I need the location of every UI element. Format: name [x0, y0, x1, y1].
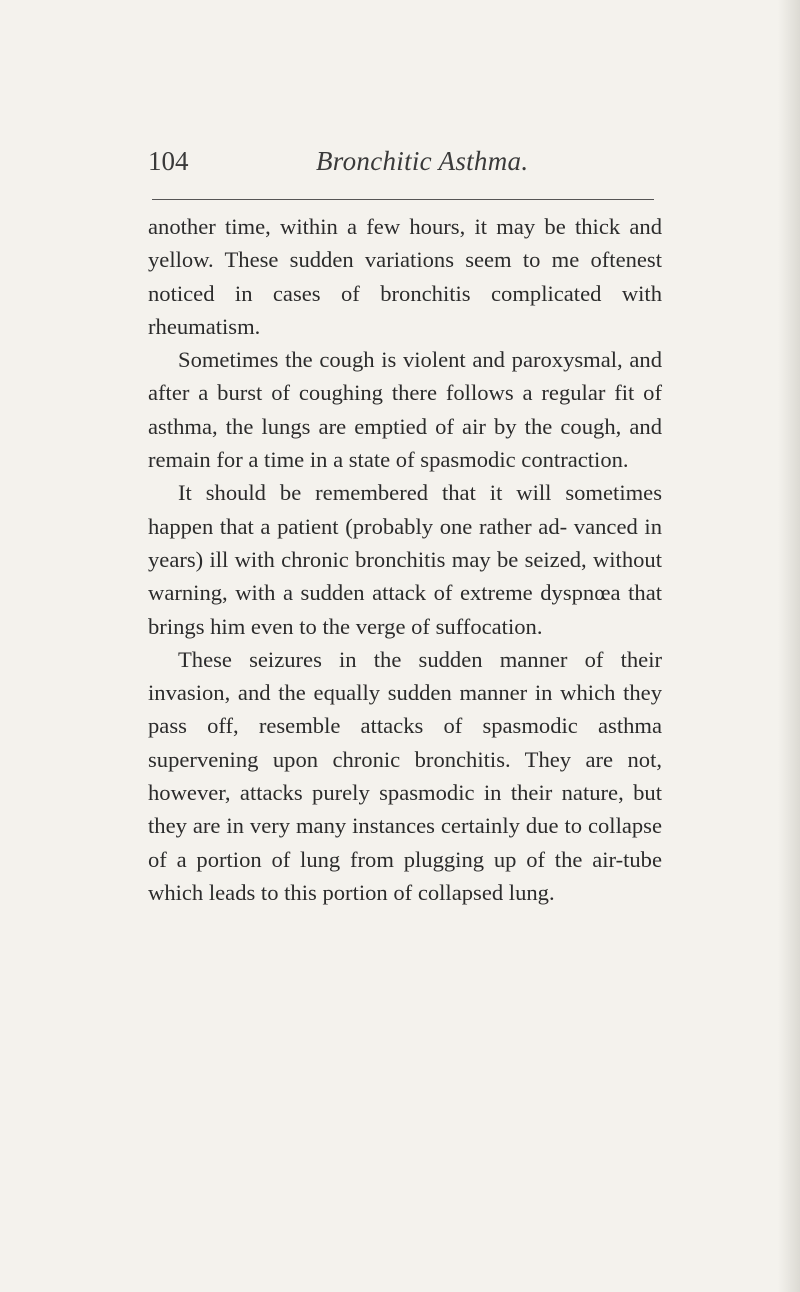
page-edge-shadow	[778, 0, 800, 1292]
paragraph-2: Sometimes the cough is violent and paroxysmal, and after a burst of coughing there follows a regular fit of asthma, the lungs are emptied of air by the cough, and remain for a time in a state of spasmodic contraction.	[148, 347, 662, 473]
header-rule	[152, 199, 654, 200]
page-number: 104	[148, 146, 189, 176]
running-title: Bronchitic Asthma.	[316, 146, 529, 176]
paragraph-3: It should be remembered that it will sometimes happen that a patient (probably one rather ad- vanced in years) ill with chronic bronchitis may be seized, without warning, with a sudden attack of extreme dyspnœa that brings him even to the verge of suffocation.	[148, 480, 662, 639]
page-header	[148, 146, 658, 186]
body-text	[148, 210, 662, 909]
paragraph-4: These seizures in the sudden manner of their invasion, and the equally sudden manner in which they pass off, resemble attacks of spasmodic asthma supervening upon chronic bronchitis. They are not, however, attacks purely spasmodic in their nature, but they are in very many instances certainly due to collapse of a portion of lung from plugging up of the air-tube which leads to this portion of collapsed lung.	[148, 646, 662, 905]
paragraph-1: another time, within a few hours, it may be thick and yellow. These sudden variations seem to me oftenest noticed in cases of bronchitis complicated with rheumatism.	[148, 214, 662, 339]
